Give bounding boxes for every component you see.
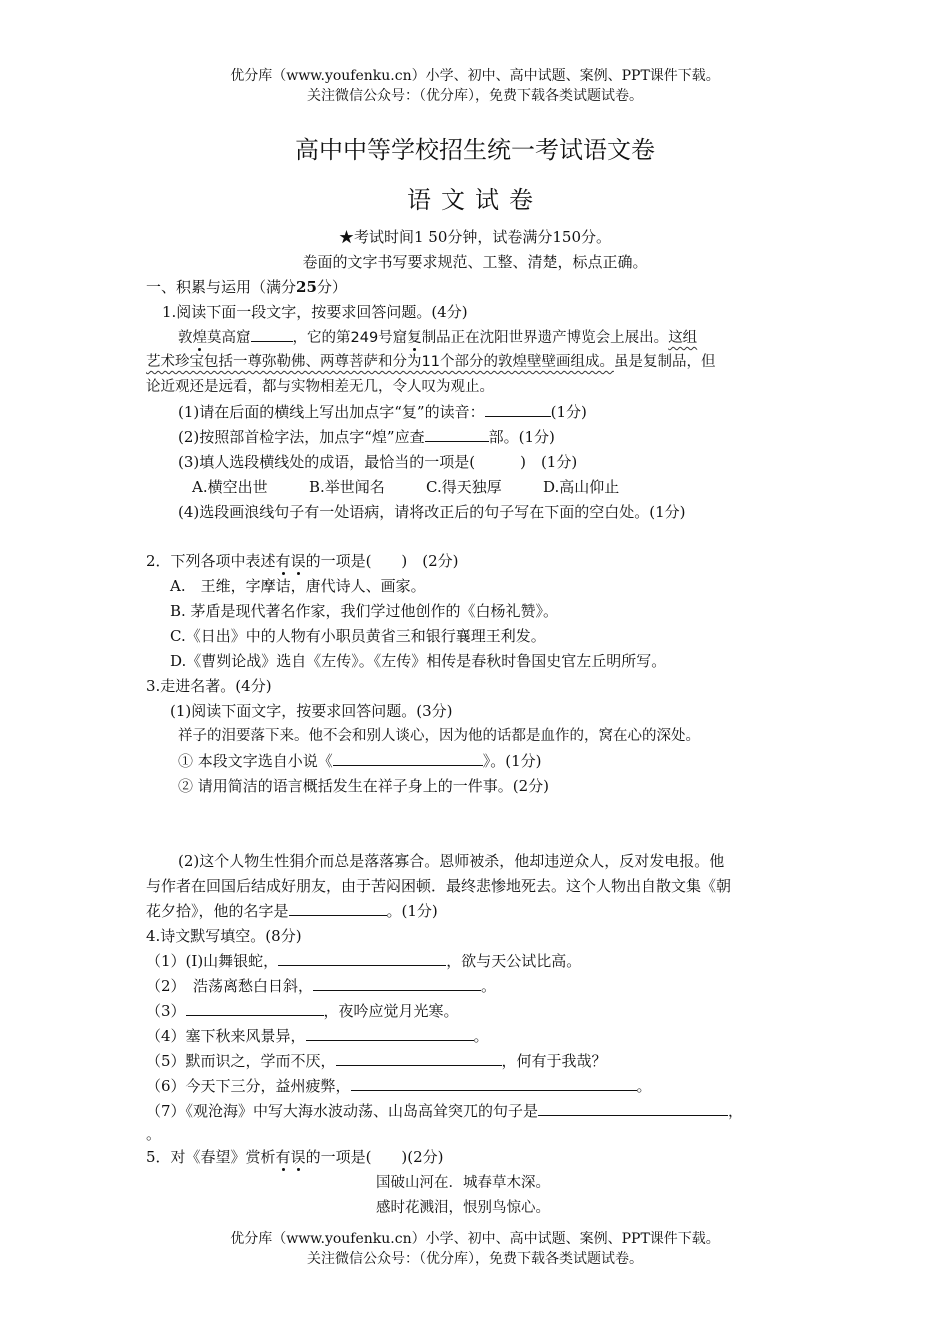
q5-stem [146, 1147, 444, 1167]
q4-item-5-blank[interactable] [336, 1051, 502, 1066]
q2-dotted-you: 有 [275, 552, 291, 570]
q1-sub2-score: 部。(1分) [488, 428, 555, 446]
writing-note: 卷面的文字书写要求规范、工整、清楚，标点正确。 [302, 253, 648, 271]
q1-dotted-huang: 煌 [192, 330, 207, 346]
exam-time-note: ★考试时间1 50分钟，试卷满分150分。 [338, 228, 612, 246]
q2-stem [146, 551, 459, 571]
q1-passage-line-3: 论近观还是远看，都与实物相差无几，令人叹为观止。 [146, 379, 494, 395]
q4-item-1-blank[interactable] [278, 951, 446, 966]
q3-novel-blank[interactable] [333, 751, 483, 766]
q2-option-b[interactable]: B. 茅盾是现代著名作家，我们学过他创作的《白杨礼赞》。 [170, 602, 559, 620]
q3-sub2-score: 。(1分) [386, 902, 438, 920]
page-subtitle: 语文试卷 [407, 186, 543, 214]
q3-sub2-line-3 [146, 901, 438, 921]
q2-stem-b: 的一项是( ) (2分) [305, 552, 459, 570]
q1-sub2-text: (2)按照部首检字法，加点字“煌”应查 [178, 428, 425, 446]
q4-item-5-a: （5）默而识之，学而不厌， [146, 1052, 336, 1070]
q1-sub4: (4)选段画浪线句子有一处语病，请将改正后的句子写在下面的空白处。(1分) [178, 503, 686, 521]
q5-stem-b: 的一项是( )(2分) [305, 1148, 444, 1166]
q1-sub2 [178, 427, 555, 447]
q3-sub1: (1)阅读下面文字，按要求回答问题。(3分) [170, 702, 453, 720]
q1-passage-line-1 [178, 327, 697, 348]
q4-item-1 [146, 951, 581, 971]
q2-option-c[interactable]: C.《日出》中的人物有小职员黄省三和银行襄理王利发。 [170, 627, 546, 645]
q1-sub1-score: (1分) [550, 403, 587, 421]
q1-p1-c: ，它的第249号窟 [292, 330, 408, 346]
section-1-heading [146, 277, 347, 297]
q3-sub2-text: 花夕拾》，他的名字是 [146, 902, 289, 920]
q4-item-7-b: ， [728, 1102, 744, 1120]
q4-item-6-b: 。 [636, 1077, 652, 1095]
footer-line-2: 关注微信公众号：（优分库），免费下载各类试题试卷。 [307, 1251, 643, 1267]
q1-option-a[interactable]: A.横空出世 [192, 478, 268, 496]
q1-stem: 1.阅读下面一段文字，按要求回答问题。(4分) [162, 303, 468, 321]
q1-p2-b: 虽是复制品，但 [613, 354, 716, 370]
q1-options [192, 477, 619, 497]
q1-sub1 [178, 402, 587, 422]
q1-option-b[interactable]: B.举世闻名 [309, 478, 385, 496]
q1-idiom-blank[interactable] [251, 327, 293, 342]
q4-item-3-b: ，夜吟应觉月光寒。 [323, 1002, 459, 1020]
section-1-score: 25 [296, 278, 317, 296]
q4-item-6-a: （6）今天下三分，益州疲弊， [146, 1077, 351, 1095]
q3-quote: 祥子的泪要落下来。他不会和别人谈心，因为他的话都是血作的，窝在心的深处。 [178, 728, 700, 744]
q4-item-2-blank[interactable] [313, 976, 481, 991]
q4-item-4-a: （4）塞下秋来风景异， [146, 1027, 306, 1045]
header-line-2: 关注微信公众号：（优分库），免费下载各类试题试卷。 [307, 88, 643, 104]
q4-item-1-b: ，欲与天公试比高。 [446, 952, 582, 970]
q4-item-2 [146, 976, 496, 996]
footer-line-1: 优分库（www.youfenku.cn）小学、初中、高中试题、案例、PPT课件下载。 [230, 1231, 720, 1247]
q2-dotted-wu: 误 [290, 552, 306, 570]
q4-item-4 [146, 1026, 489, 1046]
q4-item-7 [146, 1101, 743, 1121]
header-line-1: 优分库（www.youfenku.cn）小学、初中、高中试题、案例、PPT课件下载。 [230, 68, 720, 84]
q1-sub3: (3)填人选段横线处的成语，最恰当的一项是( ) (1分) [178, 453, 578, 471]
q4-item-6 [146, 1076, 652, 1096]
page-title: 高中中等学校招生统一考试语文卷 [295, 136, 655, 164]
q2-option-d[interactable]: D.《曹刿论战》选自《左传》。《左传》相传是春秋时鲁国史官左丘明所写。 [170, 652, 667, 670]
q3-stem: 3.走进名著。(4分) [146, 677, 272, 695]
q4-item-3 [146, 1001, 459, 1021]
q1-wavy-sentence: 艺术珍宝包括一尊弥勒佛、两尊菩萨和分为11个部分的敦煌壁壁画组成。 [146, 354, 614, 370]
q1-sub1-text: (1)请在后面的横线上写出加点字“复”的读音： [178, 403, 485, 421]
q1-option-c[interactable]: C.得天独厚 [426, 478, 502, 496]
section-1-label-b: 分） [316, 278, 347, 296]
q1-passage-line-2 [146, 352, 715, 372]
q1-sub2-blank[interactable] [425, 427, 489, 442]
q4-item-3-blank[interactable] [186, 1001, 324, 1016]
q3-sub1-1-text: ① 本段文字选自小说《 [178, 752, 333, 770]
q4-item-4-blank[interactable] [306, 1026, 474, 1041]
q3-sub1-1-score: 》。(1分) [482, 752, 542, 770]
q3-sub2-line-1: (2)这个人物生性狷介而总是落落寡合。恩师被杀，他却违逆众人，反对发电报。他 [178, 852, 725, 870]
q5-poem-line-2: 感时花溅泪，恨别鸟惊心。 [376, 1200, 550, 1216]
q4-stem: 4.诗文默写填空。(8分) [146, 927, 302, 945]
q3-name-blank[interactable] [289, 901, 387, 916]
q4-item-1-a: （1）(I)山舞银蛇， [146, 952, 279, 970]
q1-sub1-blank[interactable] [485, 402, 551, 417]
section-1-label-a: 一、积累与运用（满分 [146, 278, 297, 296]
q3-sub1-1 [178, 751, 542, 771]
q2-option-a[interactable]: A. 王维，字摩诘，唐代诗人、画家。 [170, 577, 426, 595]
q4-item-2-a: （2） 浩荡离愁白日斜， [146, 977, 314, 995]
q1-p1-d: 制品正在沈阳世界遗产博览会上展出。 [421, 330, 669, 346]
q1-option-d[interactable]: D.高山仰止 [543, 478, 620, 496]
q4-tail: 。 [146, 1125, 162, 1143]
q4-item-3-a: （3） [146, 1002, 186, 1020]
q4-item-7-blank[interactable] [538, 1101, 728, 1116]
q3-sub2-line-2: 与作者在回国后结成好朋友，由于苦闷困顿．最终悲惨地死去。这个人物出自散文集《朝 [146, 877, 732, 895]
q5-poem-line-1: 国破山河在．城春草木深。 [376, 1175, 550, 1191]
q1-p1-a: 敦 [178, 330, 193, 346]
q1-wavy-start: 这组 [668, 330, 698, 346]
q3-sub1-2: ② 请用简洁的语言概括发生在祥子身上的一件事。(2分) [178, 777, 550, 795]
q4-item-2-b: 。 [481, 977, 497, 995]
q2-stem-a: 2．下列各项中表述 [146, 552, 276, 570]
q1-dotted-fu: 复 [407, 330, 422, 346]
q5-dotted-wu: 误 [290, 1148, 306, 1166]
q4-item-7-a: （7）《观沧海》中写大海水波动荡、山岛高耸突兀的句子是 [146, 1102, 539, 1120]
q5-stem-a: 5．对《春望》赏析 [146, 1148, 276, 1166]
q5-dotted-you: 有 [275, 1148, 291, 1166]
q4-item-6-blank[interactable] [351, 1076, 637, 1091]
q1-p1-b: 莫高窟 [207, 330, 251, 346]
q4-item-5-b: ，何有于我哉？ [501, 1052, 607, 1070]
q4-item-5 [146, 1051, 607, 1071]
q4-item-4-b: 。 [473, 1027, 489, 1045]
